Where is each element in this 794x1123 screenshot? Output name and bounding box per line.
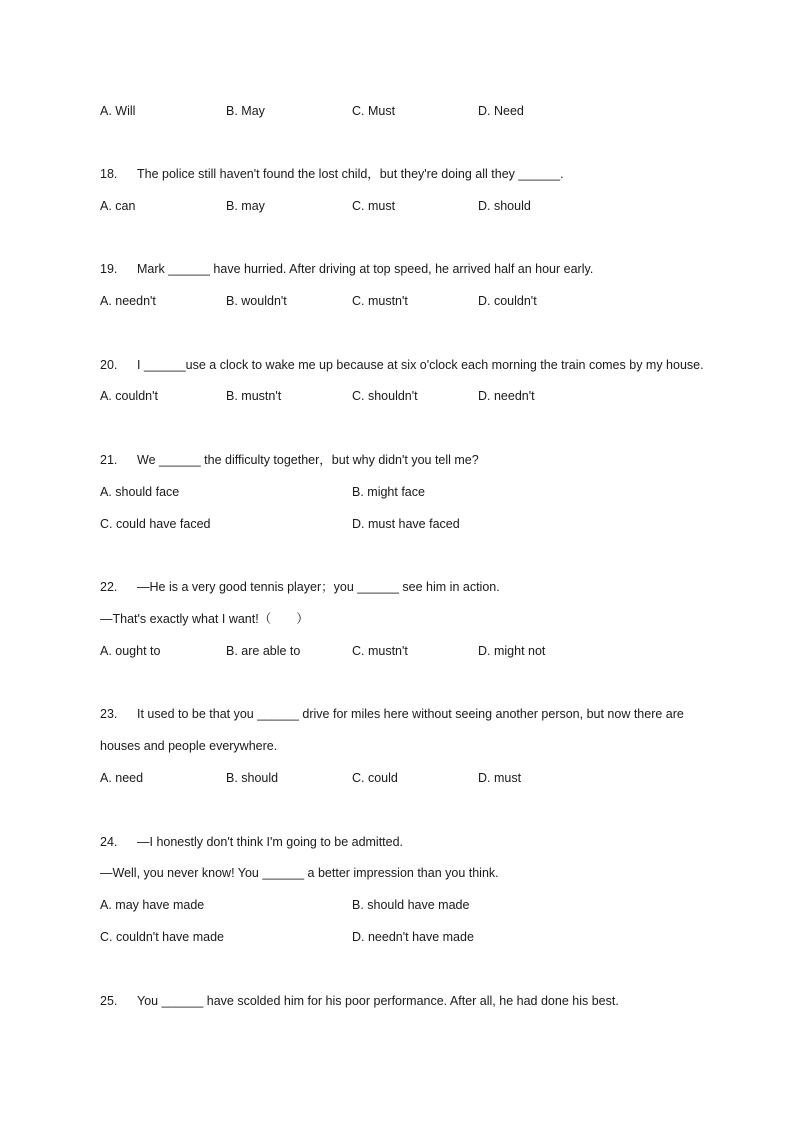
q23-stem <box>100 706 684 722</box>
q23-stem-text: It used to be that you ______ drive for miles here without seeing another person, but now there are <box>137 707 684 721</box>
q17-option-b: B. May <box>226 104 265 118</box>
q24-option-a: A. may have made <box>100 898 205 912</box>
q20-option-c: C. shouldn't <box>352 389 418 403</box>
q25-stem-text: You ______ have scolded him for his poor performance. After all, he had done his best. <box>137 994 619 1008</box>
q17-option-c: C. Must <box>352 104 396 118</box>
q17-option-d: D. Need <box>478 104 524 118</box>
q20-number: 20. <box>100 358 118 372</box>
q19-option-c: C. mustn't <box>352 294 408 308</box>
q22-option-c: C. mustn't <box>352 644 408 658</box>
q24-option-c: C. couldn't have made <box>100 930 224 944</box>
q23-option-d: D. must <box>478 771 522 785</box>
q24-stem-text: —I honestly don't think I'm going to be admitted. <box>137 835 404 849</box>
q20-stem-text: I ______use a clock to wake me up because at six o'clock each morning the train comes by my house. <box>137 358 704 372</box>
q19-stem <box>100 261 593 277</box>
q23-stem-continued: houses and people everywhere. <box>100 739 278 753</box>
q18-option-a: A. can <box>100 199 136 213</box>
q23-option-a: A. need <box>100 771 144 785</box>
q18-option-c: C. must <box>352 199 396 213</box>
q22-option-a: A. ought to <box>100 644 161 658</box>
q20-option-d: D. needn't <box>478 389 535 403</box>
q19-number: 19. <box>100 262 118 276</box>
q17-option-a: A. Will <box>100 104 136 118</box>
q24-stem <box>100 834 403 850</box>
q21-option-b: B. might face <box>352 485 425 499</box>
q19-stem-text: Mark ______ have hurried. After driving at top speed, he arrived half an hour early. <box>137 262 594 276</box>
q25-number: 25. <box>100 994 118 1008</box>
q20-option-b: B. mustn't <box>226 389 282 403</box>
q22-option-d: D. might not <box>478 644 546 658</box>
q22-number: 22. <box>100 580 118 594</box>
q23-option-b: B. should <box>226 771 279 785</box>
q19-option-a: A. needn't <box>100 294 156 308</box>
q21-option-a: A. should face <box>100 485 180 499</box>
q21-option-c: C. could have faced <box>100 517 211 531</box>
q25-stem <box>100 993 619 1009</box>
q19-option-b: B. wouldn't <box>226 294 287 308</box>
q19-option-d: D. couldn't <box>478 294 537 308</box>
q24-option-d: D. needn't have made <box>352 930 474 944</box>
q18-stem <box>100 166 564 182</box>
q18-option-b: B. may <box>226 199 265 213</box>
q18-number: 18. <box>100 167 118 181</box>
q20-stem <box>100 357 704 373</box>
q21-stem <box>100 452 479 468</box>
q21-stem-text: We ______ the difficulty together，but why didn't you tell me? <box>137 453 479 467</box>
q20-option-a: A. couldn't <box>100 389 158 403</box>
q18-option-d: D. should <box>478 199 531 213</box>
q24-option-b: B. should have made <box>352 898 470 912</box>
q22-option-b: B. are able to <box>226 644 301 658</box>
q22-stem-text: —He is a very good tennis player；you ______ see him in action. <box>137 580 500 594</box>
q18-stem-text: The police still haven't found the lost child，but they're doing all they ______. <box>137 167 564 181</box>
q21-number: 21. <box>100 453 118 467</box>
q24-reply: —Well, you never know! You ______ a better impression than you think. <box>100 866 499 880</box>
q24-number: 24. <box>100 835 118 849</box>
q23-number: 23. <box>100 707 118 721</box>
q21-option-d: D. must have faced <box>352 517 460 531</box>
q22-stem <box>100 579 500 595</box>
q23-option-c: C. could <box>352 771 398 785</box>
q22-reply: —That's exactly what I want!（ ） <box>100 612 309 626</box>
